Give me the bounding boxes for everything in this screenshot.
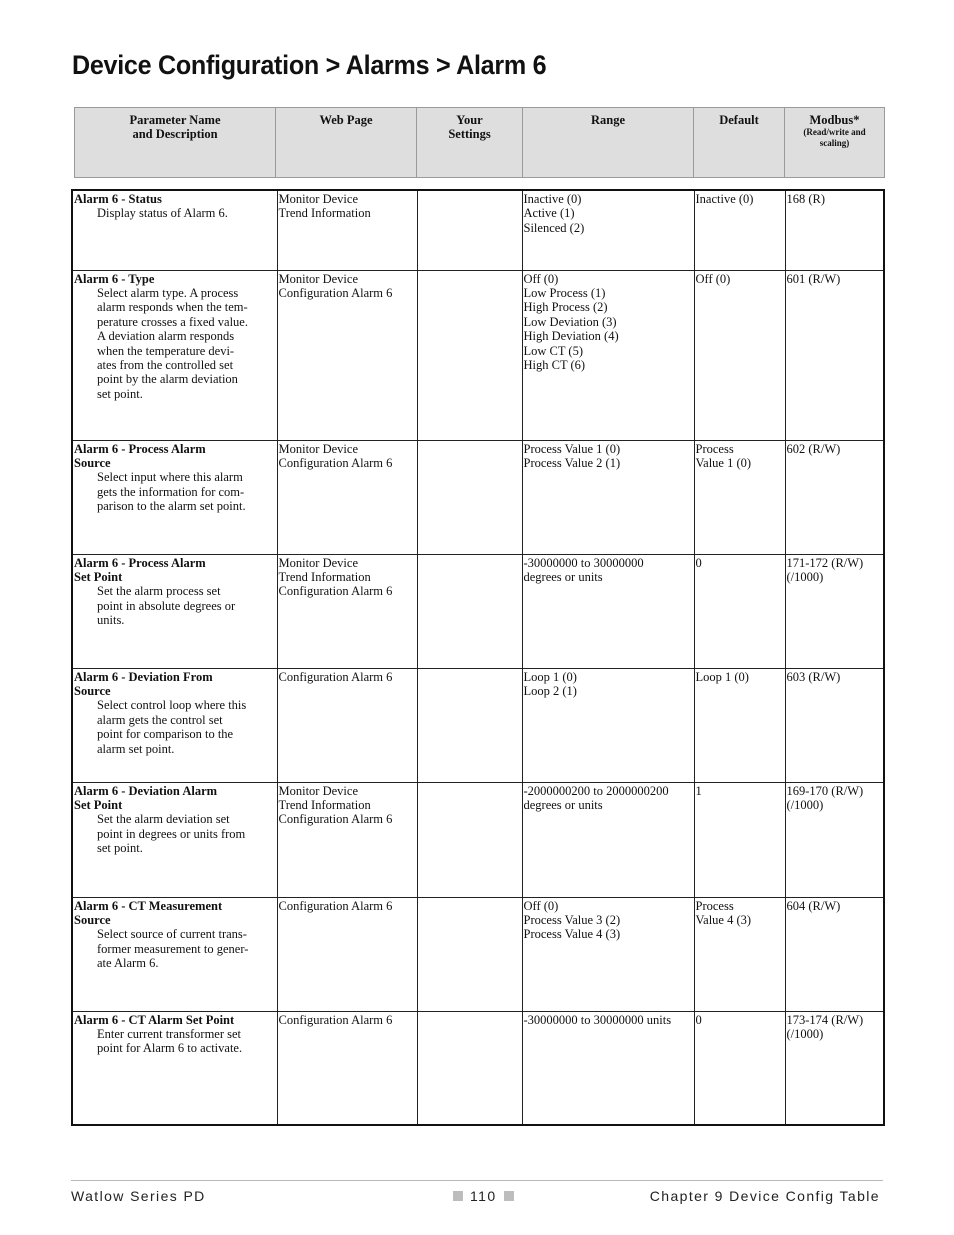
modbus-cell [785,668,884,782]
your-settings-cell [417,1011,522,1125]
range-line: Loop 2 (1) [523,683,577,698]
square-bullet-icon [504,1191,514,1201]
param-description-line: gets the information for com- [97,484,245,499]
table-row [72,554,884,668]
web-page-cell [277,440,417,554]
modbus-line: 601 (R/W) [786,271,841,286]
param-name-line: Source [74,912,111,927]
param-description-line: Select control loop where this [97,698,247,713]
range-cell [522,897,694,1011]
modbus-cell [785,270,884,440]
header-web-page: Web Page [276,108,417,178]
web-page-line: Monitor Device [278,192,358,206]
range-cell [522,270,694,440]
modbus-line: 168 (R) [786,192,826,206]
param-name-line: Alarm 6 - Process Alarm [74,555,206,570]
your-settings-cell [417,897,522,1011]
your-settings-cell [417,668,522,782]
modbus-line: 171-172 (R/W) [786,555,864,570]
param-description-line: alarm gets the control set [97,712,223,727]
parameter-table [71,189,885,1126]
default-cell [694,440,785,554]
range-cell [522,190,694,270]
range-line: Process Value 3 (2) [523,912,621,927]
param-description-line: point in degrees or units from [97,826,246,841]
footer-page-number [446,1188,521,1204]
param-description-line: set point. [97,841,143,856]
range-line: degrees or units [523,569,603,584]
param-description-line: ate Alarm 6. [97,956,159,971]
range-cell [522,668,694,782]
range-line: Loop 1 (0) [523,669,577,684]
table-row [72,270,884,440]
web-page-line: Configuration Alarm 6 [278,285,393,300]
param-name [74,899,276,928]
table-row [72,1011,884,1125]
range-line: Active (1) [523,206,575,221]
web-page-line: Configuration Alarm 6 [278,669,393,684]
header-default: Default [694,108,785,178]
web-page-cell [277,270,417,440]
param-description-line: set point. [97,386,143,401]
param-description-line: former measurement to gener- [97,941,249,956]
default-cell [694,1011,785,1125]
square-bullet-icon [453,1191,463,1201]
param-description-line: perature crosses a fixed value. [97,314,248,329]
param-description [74,698,276,756]
modbus-cell [785,554,884,668]
default-cell [694,554,785,668]
range-line: High Process (2) [523,300,608,315]
range-line: Process Value 2 (1) [523,455,621,470]
param-description [74,470,276,513]
default-cell [694,190,785,270]
modbus-line: 603 (R/W) [786,669,841,684]
param-description-line: Select input where this alarm [97,470,243,485]
web-page-line: Monitor Device [278,441,358,456]
web-page-cell [277,190,417,270]
param-description [74,1027,276,1056]
range-cell [522,782,694,897]
range-cell [522,440,694,554]
default-cell [694,782,785,897]
footer-left: Watlow Series PD [71,1188,206,1204]
web-page-line: Configuration Alarm 6 [278,1012,393,1027]
footer-right: Chapter 9 Device Config Table [649,1188,880,1204]
footer-rule [71,1180,883,1181]
range-line: Low Process (1) [523,285,606,300]
your-settings-cell [417,440,522,554]
web-page-line: Monitor Device [278,555,358,570]
param-description-line: Set the alarm deviation set [97,812,230,827]
web-page-line: Configuration Alarm 6 [278,584,393,599]
default-line: Off (0) [695,271,731,286]
param-description [74,206,276,220]
your-settings-cell [417,782,522,897]
param-description-line: alarm set point. [97,741,175,756]
web-page-line: Configuration Alarm 6 [278,898,393,913]
web-page-line: Monitor Device [278,271,358,286]
param-name-line: Set Point [74,797,123,812]
param-description-line: Display status of Alarm 6. [97,206,228,221]
param-name-line: Set Point [74,569,123,584]
range-line: High CT (6) [523,357,586,372]
web-page-line: Configuration Alarm 6 [278,812,393,827]
param-description-line: point for Alarm 6 to activate. [97,1041,243,1056]
param-name [74,670,276,699]
param-name-line: Alarm 6 - Deviation Alarm [74,783,218,798]
param-description-line: A deviation alarm responds [97,329,235,344]
header-range: Range [523,108,694,178]
web-page-line: Trend Information [278,206,371,221]
range-line: Silenced (2) [523,220,585,235]
default-line: 0 [695,555,702,570]
page-title: Device Configuration > Alarms > Alarm 6 [72,50,547,80]
modbus-line: 602 (R/W) [786,441,841,456]
web-page-line: Trend Information [278,797,371,812]
range-line: Off (0) [523,271,559,286]
table-row [72,668,884,782]
param-description-line: Select alarm type. A process [97,285,239,300]
param-description [74,286,276,401]
param-cell [72,440,277,554]
table-row [72,190,884,270]
modbus-cell [785,897,884,1011]
default-line: Loop 1 (0) [695,669,749,684]
web-page-line: Monitor Device [278,783,358,798]
default-line: Value 1 (0) [695,455,752,470]
param-name-line: Alarm 6 - Status [74,192,162,206]
param-name [74,556,276,585]
param-description [74,584,276,627]
param-name-line: Alarm 6 - Process Alarm [74,441,206,456]
web-page-cell [277,782,417,897]
param-description-line: Select source of current trans- [97,927,247,942]
param-name-line: Alarm 6 - CT Measurement [74,898,223,913]
param-description-line: units. [97,613,125,628]
modbus-cell [785,1011,884,1125]
page-number: 110 [470,1188,497,1204]
param-name [74,272,276,286]
web-page-cell [277,554,417,668]
range-line: Process Value 1 (0) [523,441,621,456]
modbus-cell [785,440,884,554]
param-description-line: point by the alarm deviation [97,372,238,387]
param-cell [72,897,277,1011]
web-page-cell [277,668,417,782]
param-name-line: Alarm 6 - CT Alarm Set Point [74,1012,235,1027]
default-cell [694,668,785,782]
param-name-line: Source [74,683,111,698]
param-name [74,784,276,813]
range-line: -30000000 to 30000000 [523,555,644,570]
param-description-line: parison to the alarm set point. [97,499,246,514]
param-description-line: alarm responds when the tem- [97,300,248,315]
default-line: Process [695,898,734,913]
default-cell [694,897,785,1011]
header-modbus: Modbus* (Read/write and scaling) [785,108,885,178]
param-cell [72,554,277,668]
header-settings: Your Settings [417,108,523,178]
default-line: 1 [695,783,702,798]
param-name [74,1013,276,1027]
header-param: Parameter Name and Description [75,108,276,178]
default-line: 0 [695,1012,702,1027]
default-line: Value 4 (3) [695,912,752,927]
modbus-line: (/1000) [786,1026,824,1041]
param-cell [72,782,277,897]
range-line: -2000000200 to 2000000200 [523,783,669,798]
range-line: Low Deviation (3) [523,314,617,329]
param-name [74,192,276,206]
modbus-cell [785,190,884,270]
range-line: degrees or units [523,797,603,812]
default-cell [694,270,785,440]
web-page-cell [277,897,417,1011]
table-row [72,897,884,1011]
param-cell [72,270,277,440]
range-line: Off (0) [523,898,559,913]
range-line: Low CT (5) [523,343,583,358]
range-line: High Deviation (4) [523,329,619,344]
param-description-line: point for comparison to the [97,727,234,742]
param-description-line: when the temperature devi- [97,343,235,358]
param-description [74,812,276,855]
param-description-line: Set the alarm process set [97,584,221,599]
table-row [72,440,884,554]
range-line: Inactive (0) [523,192,582,206]
web-page-line: Trend Information [278,569,371,584]
table-header [74,107,885,178]
modbus-line: (/1000) [786,797,824,812]
range-cell [522,1011,694,1125]
range-line: -30000000 to 30000000 units [523,1012,672,1027]
param-name-line: Source [74,455,111,470]
param-name-line: Alarm 6 - Deviation From [74,669,213,684]
range-line: Process Value 4 (3) [523,927,621,942]
default-line: Inactive (0) [695,192,754,206]
param-description [74,927,276,970]
param-description-line: ates from the controlled set [97,357,234,372]
modbus-line: (/1000) [786,569,824,584]
modbus-line: 604 (R/W) [786,898,841,913]
param-cell [72,1011,277,1125]
param-name-line: Alarm 6 - Type [74,271,155,286]
your-settings-cell [417,190,522,270]
param-cell [72,190,277,270]
modbus-line: 173-174 (R/W) [786,1012,864,1027]
range-cell [522,554,694,668]
table-row [72,782,884,897]
modbus-cell [785,782,884,897]
param-name [74,442,276,471]
your-settings-cell [417,554,522,668]
default-line: Process [695,441,734,456]
param-description-line: Enter current transformer set [97,1026,242,1041]
web-page-cell [277,1011,417,1125]
your-settings-cell [417,270,522,440]
modbus-line: 169-170 (R/W) [786,783,864,798]
web-page-line: Configuration Alarm 6 [278,455,393,470]
param-cell [72,668,277,782]
param-description-line: point in absolute degrees or [97,598,236,613]
